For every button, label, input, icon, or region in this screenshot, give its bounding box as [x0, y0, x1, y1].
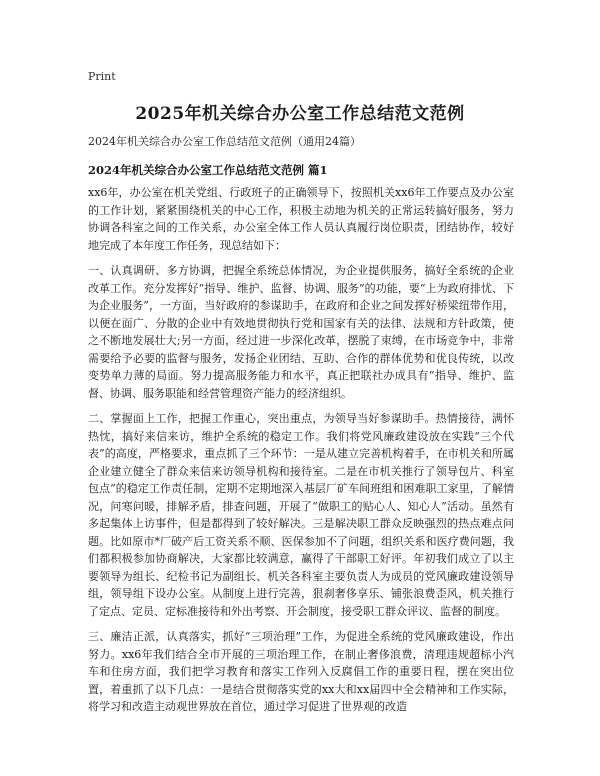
print-label[interactable]: Print — [88, 70, 116, 83]
document-body — [88, 184, 514, 724]
document-subtitle: 2024年机关综合办公室工作总结范文范例（通用24篇） — [88, 135, 361, 148]
document-title: 2025年机关综合办公室工作总结范文范例 — [135, 104, 465, 124]
section-heading: 2024年机关综合办公室工作总结范文范例 篇1 — [88, 163, 328, 177]
paragraph-section-three: 三、廉洁正派，认真落实，抓好“三项治理”工作，为促进全系统的党风廉政建设，作出努力。xx6年我们结合全市开展的三项治理工作，在制止奢侈浪费，清理违规超标小汽车和住房方面，我们把学习教育和落实工作列入反腐倡工作的重要日程，摆在突出位置，着重抓了以下几点：一是结合贯彻落实党的xx大和xx届四中全会精神和工作实际，将学习和改造主动观世界放在首位，通过学习促进了世界观的改造 — [88, 630, 514, 713]
paragraph-section-two: 二、掌握面上工作，把握工作重心，突出重点，为领导当好参谋助手。热情接待，满怀热忱，搞好来信来访，维护全系统的稳定工作。我们将党风廉政建设放在实践“三个代表”的高度，严格要求，重点抓了三个环节：一是从建立完善机构着手，在市机关和所属企业建立健全了群众来信来访领导机构和接待室。二是在市机关推行了领导包片、科室包点”的稳定工作责任制，定期不定期地深入基层厂矿车间班组和困难职工家里，了解情况，问寒问暖，排解矛盾，排查问题，开展了“做职工的贴心人、知心人”活动。虽然有多起集体上访事件，但是都得到了较好解决。三是解决职工群众反映强烈的热点难点问题。比如原市*厂破产后工资关系不顺、医保参加不了问题，组织关系和医疗费问题，我们都积极参加协商解决，大家都比较满意，赢得了干部职工好评。年初我们成立了以主要领导为组长、纪检书记为副组长、机关各科室主要负责人为成员的党风廉政建设领导组，领导组下设办公室。从制度上进行完善，狠刹奢侈享乐、铺张浪费歪风，机关推行了定点、定员、定标准接待和外出考察、开会制度，接受职工群众评议、监督的制度。 — [88, 412, 514, 618]
paragraph-intro: xx6年，办公室在机关党组、行政班子的正确领导下，按照机关xx6年工作要点及办公室的工作计划，紧紧围绕机关的中心工作，积极主动地为机关的正常运转搞好服务，努力协调各科室之间的工作关系，办公室全体工作人员认真履行岗位职责，团结协作，较好地完成了本年度工作任务，现总结如下： — [88, 186, 514, 252]
paragraph-section-one: 一、认真调研、多方协调，把握全系统总体情况，为企业提供服务，搞好全系统的企业改革工作。充分发挥好“指导、维护、监督、协调、服务”的功能，要“上为政府排忧、下为企业服务”，一方面，当好政府的参谋助手，在政府和企业之间发挥好桥梁纽带作用，以便在面广、分散的企业中有效地贯彻执行党和国家有关的法律、法规和方针政策，使之不断地发展壮大;另一方面，经过进一步深化改革，摆脱了束缚，在市场竞争中，非常需要给予必要的监督与服务，发扬企业团结、互助、合作的群体优势和优良传统，以改变势单力薄的局面。努力提高服务能力和水平，真正把联社办成具有“指导、维护、监督、协调、服务职能和经营管理资产能力的经济组织。 — [88, 264, 514, 400]
